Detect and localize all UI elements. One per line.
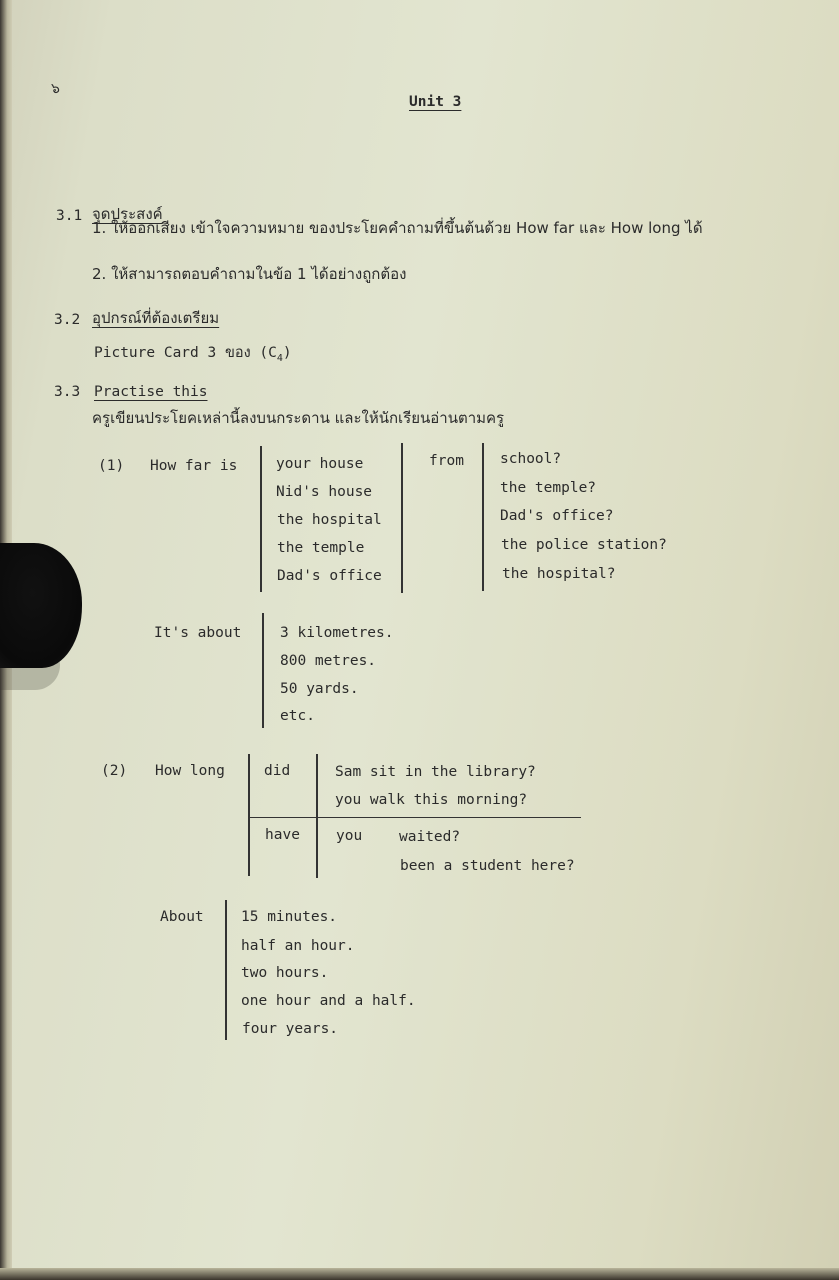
section-3-2-heading: อุปกรณ์ที่ต้องเตรียม	[92, 309, 220, 327]
table1-divider-1	[260, 446, 262, 592]
duration-option: four years.	[242, 1021, 339, 1037]
have-question: been a student here?	[400, 858, 575, 874]
materials-close: )	[282, 345, 292, 361]
objective-1: 1. ให้ออกเสียง เข้าใจความหมาย ของประโยคคำถามที่ขึ้นต้นด้วย How far และ How long ได้	[92, 219, 703, 237]
its-about-lead: It's about	[154, 625, 242, 641]
materials-text: Picture Card 3 ของ (C	[94, 345, 277, 361]
page-number: ๖	[51, 81, 60, 97]
table1-divider-2	[401, 443, 403, 593]
about-lead: About	[160, 909, 204, 925]
objective-2: 2. ให้สามารถตอบคำถามในข้อ 1 ได้อย่างถูกต้อง	[92, 265, 407, 283]
table2-divider-2	[316, 754, 318, 878]
document-page	[10, 0, 839, 1270]
aux-did: did	[264, 763, 291, 779]
duration-option: one hour and a half.	[241, 993, 416, 1009]
destination-item: the hospital?	[502, 566, 616, 582]
distance-option: 3 kilometres.	[280, 625, 394, 641]
distance-option: 50 yards.	[280, 681, 359, 697]
section-3-2-number: 3.2	[54, 312, 81, 328]
destination-item: school?	[500, 451, 562, 467]
instruction: ครูเขียนประโยคเหล่านี้ลงบนกระดาน และให้นักเรียนอ่านตามครู	[92, 409, 505, 427]
duration-option: half an hour.	[241, 938, 355, 954]
how-far-lead: How far is	[150, 458, 238, 474]
duration-option: 15 minutes.	[241, 909, 338, 925]
destination-item: the police station?	[501, 537, 667, 553]
section-3-3-number: 3.3	[54, 384, 81, 400]
page-bottom-edge	[0, 1268, 839, 1280]
distance-option: etc.	[280, 708, 315, 724]
materials-line	[94, 346, 292, 364]
place-item: Nid's house	[276, 484, 373, 500]
did-question: Sam sit in the library?	[335, 764, 536, 780]
distance-option: 800 metres.	[280, 653, 377, 669]
table1-divider-3	[482, 443, 484, 591]
duration-option: two hours.	[241, 965, 329, 981]
exercise-2-number: (2)	[101, 763, 128, 779]
destination-item: Dad's office?	[500, 508, 614, 524]
aux-have: have	[265, 827, 300, 843]
page-title: Unit 3	[409, 94, 462, 110]
destination-item: the temple?	[500, 480, 597, 496]
have-question: waited?	[399, 829, 461, 845]
place-item: the hospital	[277, 512, 382, 528]
section-3-1-heading: จุดประสงค์	[92, 205, 163, 223]
exercise-1-number: (1)	[98, 458, 125, 474]
did-question: you walk this morning?	[335, 792, 528, 808]
how-long-lead: How long	[155, 763, 225, 779]
table2-divider-1	[248, 754, 250, 876]
from-word: from	[429, 453, 464, 469]
place-item: your house	[276, 456, 364, 472]
section-3-1-number: 3.1	[56, 208, 83, 224]
section-3-3-heading: Practise this	[94, 384, 208, 400]
answer2-divider	[225, 900, 227, 1040]
place-item: the temple	[277, 540, 365, 556]
subject-you: you	[336, 828, 363, 844]
table2-row-divider	[248, 817, 581, 818]
answer1-divider	[262, 613, 264, 728]
place-item: Dad's office	[277, 568, 382, 584]
materials-subscript: 4	[276, 352, 283, 364]
